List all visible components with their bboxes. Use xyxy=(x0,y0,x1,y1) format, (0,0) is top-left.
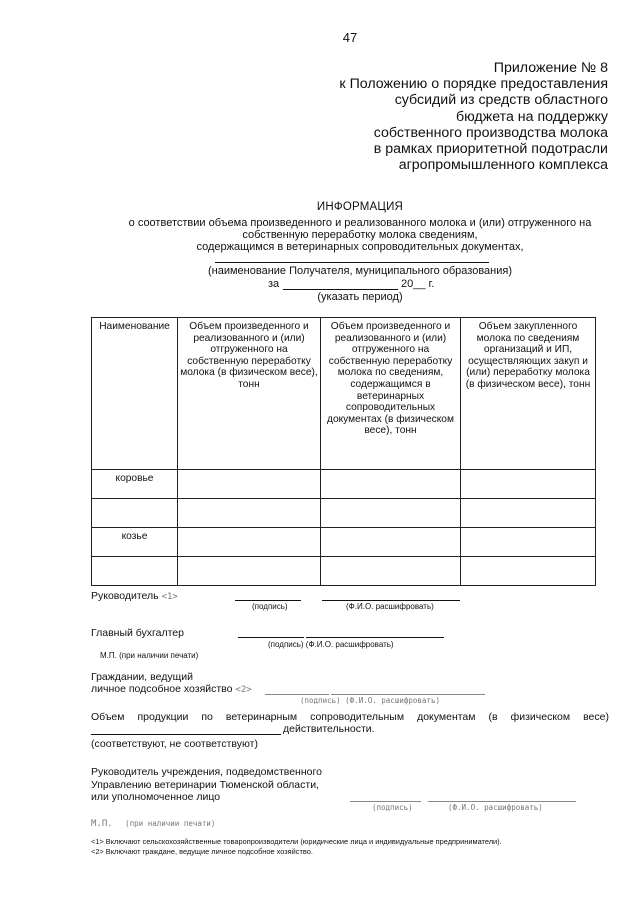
table-cell[interactable] xyxy=(321,499,461,528)
column-header-vet-docs: Объем произведенного и реализованного и (или) отгруженного на собственную переработку молока по сведениям, содержащимся в ветеринарных сопроводительных документах (в физическом весе), тонн xyxy=(321,318,461,470)
row-label xyxy=(92,499,178,528)
volume-word: документам xyxy=(417,711,476,723)
table-row xyxy=(92,499,596,528)
period-prefix: за xyxy=(268,278,280,290)
period-suffix: 20__ г. xyxy=(401,278,435,290)
footnote-1: <1> Включают сельскохозяйственные товаропроизводители (юридические лица и индивидуальные предприниматели). xyxy=(91,837,502,846)
table-cell[interactable] xyxy=(178,528,321,557)
vet-fio-line[interactable] xyxy=(428,801,576,802)
accountant-signature-line[interactable] xyxy=(238,637,304,638)
table-cell[interactable] xyxy=(178,470,321,499)
data-table xyxy=(91,317,595,586)
citizen-line-1: Граждании, ведущий xyxy=(91,671,193,683)
appendix-line: к Положению о порядке предоставления xyxy=(339,76,608,93)
column-header-purchased: Объем закупленного молока по сведениям организаций и ИП, осуществляющих закуп и (или) переработку молока (в физическом весе), тонн xyxy=(461,318,596,470)
period-caption: (указать период) xyxy=(317,291,403,303)
correspondence-line[interactable] xyxy=(91,734,281,735)
column-header-name: Наименование xyxy=(92,318,178,470)
vet-stamp-mp: М.П. xyxy=(91,819,113,829)
vet-stamp xyxy=(91,813,215,831)
head-fio-line[interactable] xyxy=(322,600,460,601)
table-row xyxy=(92,557,596,586)
volume-statement xyxy=(91,711,609,723)
head-label-text: Руководитель xyxy=(91,590,159,602)
appendix-line: собственного производства молока xyxy=(373,124,608,141)
volume-word: (в xyxy=(488,711,498,723)
table-cell[interactable] xyxy=(178,499,321,528)
head-footnote-ref: <1> xyxy=(161,592,178,602)
footnote-2: <2> Включают граждане, ведущие личное подсобное хозяйство. xyxy=(91,847,313,856)
stamp-note: М.П. (при наличии печати) xyxy=(100,651,199,660)
vet-line-2: Управлению ветеринарии Тюменской области, xyxy=(91,778,319,791)
citizen-caption: (подпись) (Ф.И.О. расшифровать) xyxy=(300,696,440,705)
vet-line-3: или уполномоченное лицо xyxy=(91,791,221,803)
appendix-line: Приложение № 8 xyxy=(493,60,608,76)
table-cell[interactable] xyxy=(461,470,596,499)
column-header-produced: Объем произведенного и реализованного и (или) отгруженного на собственную переработку молока (в физическом весе), тонн xyxy=(178,318,321,470)
head-fio-caption: (Ф.И.О. расшифровать) xyxy=(346,602,434,611)
appendix-line: бюджета на поддержку xyxy=(455,108,608,125)
table-row xyxy=(92,528,596,557)
vet-signature-line[interactable] xyxy=(350,801,421,802)
table-header-row xyxy=(92,318,596,470)
table-cell[interactable] xyxy=(461,528,596,557)
vet-signature-caption: (подпись) xyxy=(372,803,413,812)
head-label xyxy=(91,590,178,602)
row-label: козье xyxy=(92,528,178,557)
vet-fio-caption: (Ф.И.О. расшифровать) xyxy=(448,803,543,812)
volume-word: продукции xyxy=(137,711,189,723)
subtitle-line-3: содержащимся в ветеринарных сопроводительных документах, xyxy=(196,241,524,253)
table-cell[interactable] xyxy=(321,528,461,557)
citizen-signature-line[interactable] xyxy=(265,694,329,695)
head-signature-line[interactable] xyxy=(235,600,301,601)
table-cell[interactable] xyxy=(461,499,596,528)
volume-word: ветеринарным xyxy=(225,711,298,723)
citizen-line-2 xyxy=(91,683,252,695)
table-row xyxy=(92,470,596,499)
citizen-footnote-ref: <2> xyxy=(235,685,252,695)
table-cell[interactable] xyxy=(461,557,596,586)
row-label xyxy=(92,557,178,586)
appendix-header xyxy=(268,60,608,173)
citizen-fio-line[interactable] xyxy=(331,694,485,695)
vet-authority-label xyxy=(91,766,322,804)
document-title: ИНФОРМАЦИЯ xyxy=(316,201,404,213)
recipient-caption: (наименование Получателя, муниципального образования) xyxy=(207,265,513,277)
head-signature-caption: (подпись) xyxy=(252,602,288,611)
page-number: 47 xyxy=(342,30,358,45)
recipient-line[interactable] xyxy=(215,262,489,263)
row-label: коровье xyxy=(92,470,178,499)
accountant-label: Главный бухгалтер xyxy=(91,627,184,639)
appendix-line: агропромышленного комплекса xyxy=(398,157,608,174)
subtitle-line-2: собственную переработку молока сведениям, xyxy=(242,229,478,241)
volume-word: физическом xyxy=(510,711,571,723)
citizen-line-2-text: личное подсобное хозяйство xyxy=(91,683,233,695)
vet-stamp-note: (при наличии печати) xyxy=(125,819,216,828)
document-subtitle xyxy=(80,217,640,253)
volume-word: по xyxy=(201,711,213,723)
accountant-fio-line[interactable] xyxy=(306,637,444,638)
table-cell[interactable] xyxy=(321,557,461,586)
accountant-caption: (подпись) (Ф.И.О. расшифровать) xyxy=(268,640,394,649)
correspond-caption: (соответствуют, не соответствуют) xyxy=(91,738,258,750)
appendix-line: субсидий из средств областного xyxy=(394,92,608,109)
table-cell[interactable] xyxy=(321,470,461,499)
volume-word: сопроводительным xyxy=(310,711,405,723)
appendix-line: в рамках приоритетной подотрасли xyxy=(373,141,608,158)
volume-word: Объем xyxy=(91,711,125,723)
volume-word: весе) xyxy=(583,711,609,723)
validity-text: действительности. xyxy=(283,723,375,735)
subtitle-line-1: о соответствии объема произведенного и реализованного молока и (или) отгруженного на xyxy=(128,217,592,229)
vet-line-1: Руководитель учреждения, подведомственного xyxy=(91,766,322,778)
period-line[interactable] xyxy=(283,289,398,290)
table-cell[interactable] xyxy=(178,557,321,586)
